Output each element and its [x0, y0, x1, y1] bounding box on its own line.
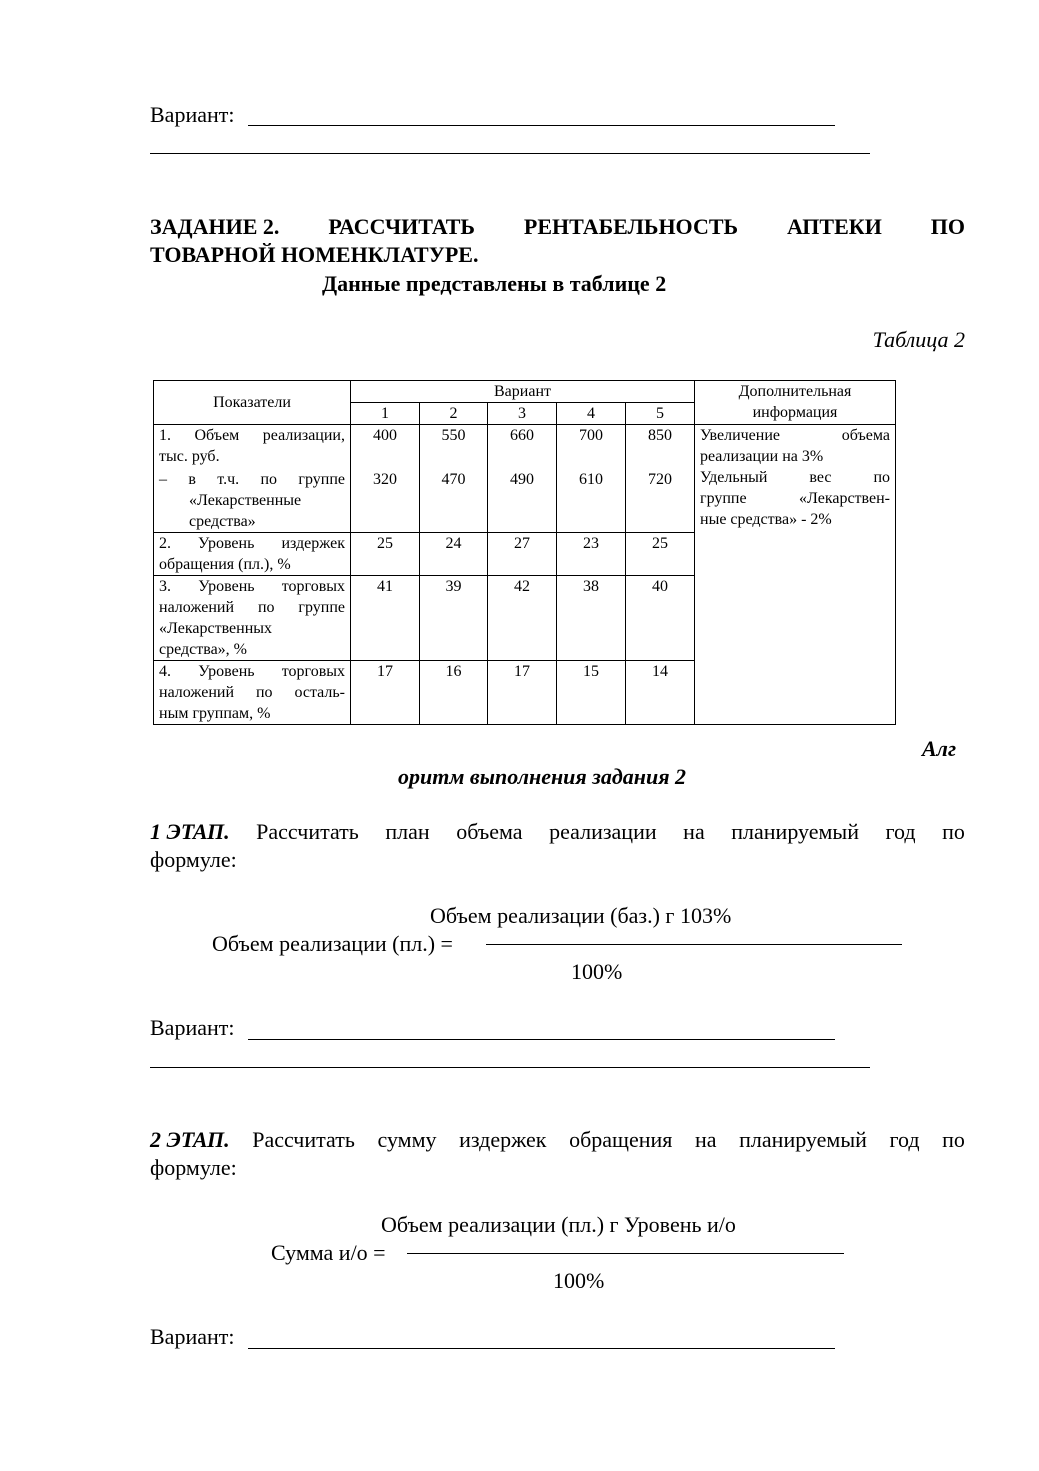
extra-info-cell — [695, 425, 896, 725]
cell-value: 660 — [510, 427, 534, 444]
table-cell — [626, 425, 695, 533]
extra-info-line: Удельный вес по — [700, 469, 890, 486]
stage1-fraction-bar — [486, 944, 902, 945]
table-cell: 39 — [420, 576, 488, 661]
row-label-line: «Лекарственных — [159, 620, 273, 637]
table-cell: 15 — [557, 661, 626, 725]
row-sublabel-line: средства» — [189, 513, 256, 530]
table-cell: 38 — [557, 576, 626, 661]
task-title-word: ЗАДАНИЕ 2. — [150, 214, 280, 239]
header-extra-info — [695, 381, 896, 425]
stage2-formula-numerator: Объем реализации (пл.) г Уровень и/о — [381, 1212, 736, 1237]
stage2-fraction-bar — [407, 1253, 844, 1254]
algorithm-heading-part-2: оритм выполнения задания 2 — [398, 764, 687, 789]
task-title-word: ПО — [930, 214, 965, 239]
task-title-line-1 — [150, 213, 965, 241]
cell-value: 610 — [579, 471, 603, 488]
table-cell — [488, 425, 557, 533]
table-cell: 27 — [488, 533, 557, 576]
row-label — [154, 533, 351, 576]
stage2-word: сумму — [377, 1127, 437, 1152]
extra-info-line: ные средства» - 2% — [700, 511, 832, 528]
table-caption: Таблица 2 — [872, 327, 965, 352]
task-title-word: АПТЕКИ — [786, 214, 882, 239]
row-label-line: тыс. руб. — [159, 448, 220, 465]
cell-value: 320 — [373, 471, 397, 488]
header-extra-line: информация — [752, 404, 838, 421]
row-label-line: 4. Уровень торговых — [159, 663, 345, 680]
stage2-word: по — [942, 1127, 965, 1152]
extra-info-line: Увеличение объема — [700, 427, 890, 444]
table-cell: 42 — [488, 576, 557, 661]
stage1-text-line-2: формуле: — [150, 847, 237, 872]
stage2-formula-lhs: Сумма и/о = — [271, 1240, 386, 1265]
cell-value: 700 — [579, 427, 603, 444]
table-cell: 25 — [626, 533, 695, 576]
table-cell: 24 — [420, 533, 488, 576]
row-label — [154, 425, 351, 533]
stage1-formula-lhs: Объем реализации (пл.) = — [212, 931, 453, 956]
stage1-word: планируемый — [731, 819, 859, 844]
table-cell: 23 — [557, 533, 626, 576]
cell-value: 550 — [441, 427, 466, 444]
stage2-word: планируемый — [739, 1127, 867, 1152]
row-label-line: 2. Уровень издержек — [159, 535, 345, 552]
stage1-word: на — [683, 819, 705, 844]
table-cell: 14 — [626, 661, 695, 725]
variant-answer-line-2b[interactable] — [150, 1067, 870, 1068]
table-cell — [420, 425, 488, 533]
row-label-line: средства», % — [159, 641, 247, 658]
stage1-formula-numerator: Объем реализации (баз.) г 103% — [430, 903, 732, 928]
row-label-line: обращения (пл.), % — [159, 556, 291, 573]
stage1-word: реализации — [549, 819, 657, 844]
row-sublabel-line: «Лекарственные — [189, 492, 302, 509]
stage2-formula-denominator: 100% — [553, 1268, 605, 1293]
stage2-text-line-2: формуле: — [150, 1155, 237, 1180]
stage2-word: на — [695, 1127, 717, 1152]
row-label — [154, 576, 351, 661]
table-cell: 25 — [351, 533, 420, 576]
stage2-text-line-1 — [150, 1126, 965, 1154]
data-table — [153, 380, 896, 725]
extra-info-line: группе «Лекарствен- — [700, 490, 890, 507]
table-cell — [557, 425, 626, 533]
stage1-formula-denominator: 100% — [571, 959, 623, 984]
row-label-line: наложений по осталь- — [159, 684, 345, 701]
variant-answer-line-2[interactable] — [248, 1039, 835, 1040]
table-cell: 41 — [351, 576, 420, 661]
row-label — [154, 661, 351, 725]
stage1-word: по — [942, 819, 965, 844]
variant-answer-line-1[interactable] — [248, 125, 835, 126]
variant-label-2: Вариант: — [150, 1015, 235, 1040]
stage1-label: 1 ЭТАП. — [150, 819, 230, 844]
stage2-label: 2 ЭТАП. — [150, 1127, 230, 1152]
stage2-word: Рассчитать — [252, 1127, 355, 1152]
variant-label-1: Вариант: — [150, 102, 235, 127]
row-label-line: наложений по группе — [159, 599, 345, 616]
cell-value: 490 — [510, 471, 534, 488]
row-label-line: ным группам, % — [159, 705, 271, 722]
header-indicators: Показатели — [154, 381, 351, 425]
stage1-word: Рассчитать — [256, 819, 359, 844]
header-variant-2: 2 — [420, 403, 488, 425]
task-title-word: РАССЧИТАТЬ — [328, 214, 475, 239]
header-variant-1: 1 — [351, 403, 420, 425]
stage2-word: год — [889, 1127, 920, 1152]
row-sublabel-line: – в т.ч. по группе — [159, 471, 345, 488]
extra-info-line: реализации на 3% — [700, 448, 824, 465]
stage2-word: издержек — [459, 1127, 547, 1152]
variant-label-3: Вариант: — [150, 1324, 235, 1349]
algorithm-heading-part-1: Алг — [922, 736, 957, 761]
row-label-line: 3. Уровень торговых — [159, 578, 345, 595]
table-cell: 17 — [351, 661, 420, 725]
table-cell: 40 — [626, 576, 695, 661]
stage1-word: год — [885, 819, 916, 844]
stage2-word: обращения — [569, 1127, 673, 1152]
table-cell: 17 — [488, 661, 557, 725]
task-subtitle: Данные представлены в таблице 2 — [322, 271, 667, 296]
variant-answer-line-3[interactable] — [248, 1348, 835, 1349]
row-label-line: 1. Объем реализации, — [159, 427, 345, 444]
stage1-word: план — [385, 819, 430, 844]
cell-value: 470 — [441, 471, 466, 488]
cell-value: 720 — [648, 471, 672, 488]
header-variant: Вариант — [351, 381, 695, 403]
variant-answer-line-1b[interactable] — [150, 153, 870, 154]
cell-value: 400 — [373, 427, 397, 444]
task-title-line-2: ТОВАРНОЙ НОМЕНКЛАТУРЕ. — [150, 242, 479, 267]
table-row — [154, 425, 896, 533]
cell-value: 850 — [648, 427, 672, 444]
header-variant-3: 3 — [488, 403, 557, 425]
stage1-text-line-1 — [150, 818, 965, 846]
table-cell — [351, 425, 420, 533]
stage1-word: объема — [456, 819, 523, 844]
header-variant-4: 4 — [557, 403, 626, 425]
table-cell: 16 — [420, 661, 488, 725]
header-variant-5: 5 — [626, 403, 695, 425]
header-extra-line: Дополнительная — [738, 383, 852, 400]
task-title-word: РЕНТАБЕЛЬНОСТЬ — [523, 214, 739, 239]
